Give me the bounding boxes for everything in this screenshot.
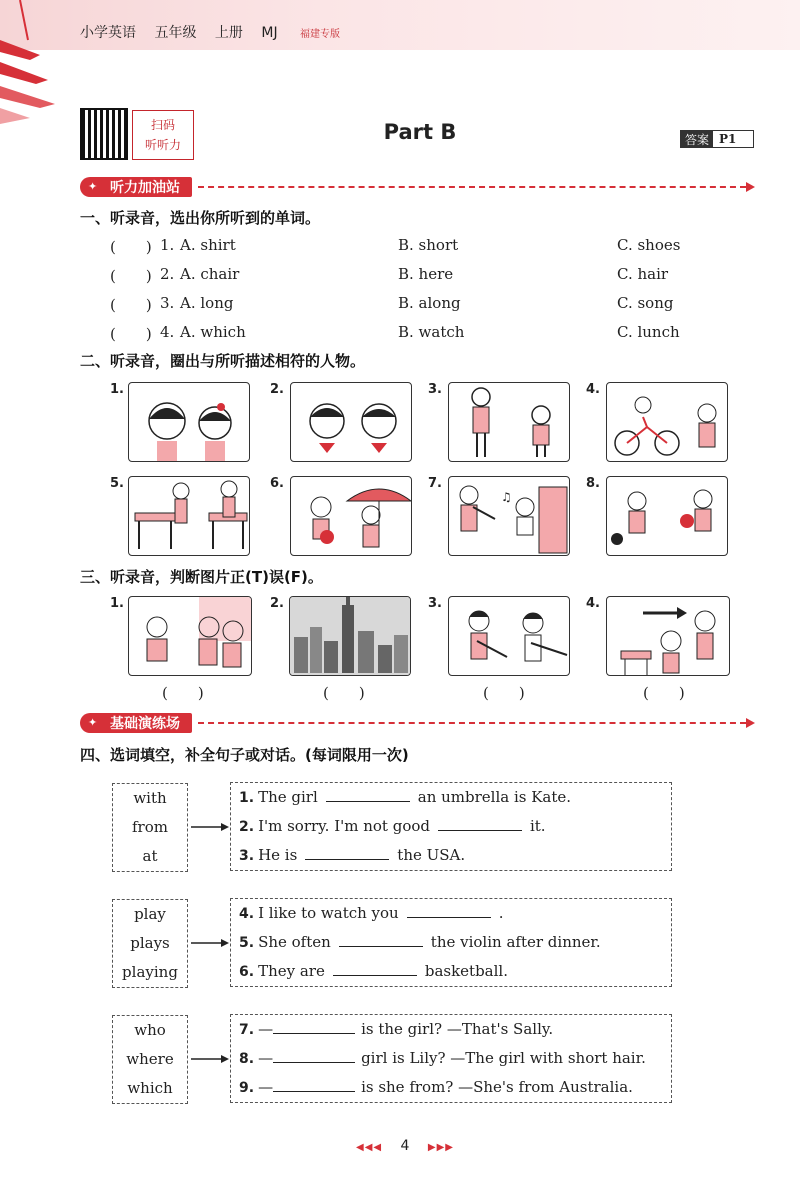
- banner-practice-label: 基础演练场: [110, 716, 180, 732]
- sentence-number: 9.: [239, 1080, 255, 1096]
- header-edition: 福建专版: [300, 29, 341, 40]
- arrow-right-icon: [191, 822, 229, 832]
- fill-blank[interactable]: [273, 1020, 355, 1034]
- page-title: Part B: [383, 120, 457, 144]
- s1-option-b: B. along: [398, 294, 461, 312]
- s3-answer-2[interactable]: ( ): [323, 684, 365, 702]
- tall-short-boys-image: [449, 383, 570, 462]
- sentence-before: I'm sorry. I'm not good: [258, 817, 430, 835]
- sentence-box: [230, 898, 672, 987]
- sentence-after: is the girl? —That's Sally.: [361, 1020, 554, 1038]
- s1-option-b: B. short: [398, 236, 459, 254]
- arrow-right-icon: [191, 938, 229, 948]
- s1-option-b: B. watch: [398, 323, 465, 341]
- word-bank: [112, 783, 188, 872]
- s1-option-c: C. lunch: [617, 323, 680, 341]
- sentence-after: it.: [529, 817, 546, 835]
- qr-label-line1: 扫码: [150, 118, 175, 132]
- word-bank-item: who: [134, 1021, 166, 1039]
- pencil-icon: ✦: [88, 716, 98, 729]
- s2-label-2: 2.: [270, 382, 284, 397]
- page-footer: [330, 1138, 480, 1154]
- children-greeting-image: [129, 597, 252, 676]
- girls-umbrella-image: [291, 477, 412, 556]
- word-bank-item: plays: [130, 934, 170, 952]
- page-number: 4: [400, 1138, 410, 1154]
- s3-picture-3[interactable]: [448, 596, 570, 676]
- sentence-box: [230, 782, 672, 871]
- word-bank: [112, 1015, 188, 1104]
- sentence-line: [231, 928, 671, 957]
- sentence-before: —: [258, 1049, 274, 1067]
- word-bank-item: which: [127, 1079, 173, 1097]
- s1-item-number: 2.: [160, 265, 175, 283]
- word-bank-item: from: [132, 818, 168, 836]
- word-bank-item: where: [126, 1050, 174, 1068]
- answer-tag-label: 答案: [681, 131, 713, 147]
- s3-answer-3[interactable]: ( ): [483, 684, 525, 702]
- word-bank-item: with: [133, 789, 167, 807]
- sentence-after: .: [498, 904, 504, 922]
- sentence-before: I like to watch you: [258, 904, 399, 922]
- s3-label-3: 3.: [428, 596, 442, 611]
- sentence-before: She often: [258, 933, 331, 951]
- word-bank: [112, 899, 188, 988]
- s1-answer-blank[interactable]: ( ): [110, 267, 152, 285]
- s3-label-2: 2.: [270, 596, 284, 611]
- arrow-right-icon: [191, 1054, 229, 1064]
- s2-picture-5[interactable]: [128, 476, 250, 556]
- s1-option-a: A. long: [180, 294, 234, 312]
- word-bank-item: play: [134, 905, 166, 923]
- s2-label-5: 5.: [110, 476, 124, 491]
- banner-practice: [80, 712, 755, 734]
- sentence-number: 1.: [239, 790, 255, 806]
- section4-heading: 四、选词填空，补全句子或对话。(每词限用一次): [80, 746, 409, 764]
- s1-option-c: C. hair: [617, 265, 669, 283]
- next-arrows-icon: ▶▶▶: [427, 1142, 454, 1153]
- s1-option-c: C. song: [617, 294, 674, 312]
- s3-label-1: 1.: [110, 596, 124, 611]
- sentence-before: He is: [258, 846, 298, 864]
- s2-picture-3[interactable]: [448, 382, 570, 462]
- sentence-number: 6.: [239, 964, 255, 980]
- s1-option-a: A. which: [180, 323, 246, 341]
- sentence-number: 3.: [239, 848, 255, 864]
- pagoda-decoration: [0, 0, 62, 130]
- word-bank-item: playing: [122, 963, 178, 981]
- fill-blank[interactable]: [333, 962, 417, 976]
- sentence-number: 8.: [239, 1051, 255, 1067]
- banner-listening: [80, 176, 755, 198]
- s2-picture-1[interactable]: [128, 382, 250, 462]
- s1-option-b: B. here: [398, 265, 454, 283]
- girls-classroom-image: [607, 597, 730, 676]
- s2-picture-7[interactable]: [448, 476, 570, 556]
- s3-picture-1[interactable]: [128, 596, 252, 676]
- sentence-line: [231, 1044, 671, 1073]
- answer-tag: [680, 130, 754, 148]
- sentence-after: basketball.: [424, 962, 508, 980]
- word-bank-item: at: [142, 847, 158, 865]
- s2-label-7: 7.: [428, 476, 442, 491]
- qr-label: [132, 110, 194, 160]
- sentence-line: [231, 783, 671, 812]
- violin-piano-image: [449, 477, 570, 556]
- s2-picture-2[interactable]: [290, 382, 412, 462]
- fill-blank[interactable]: [407, 904, 491, 918]
- sentence-number: 5.: [239, 935, 255, 951]
- city-skyline-image: [290, 597, 411, 676]
- s2-label-6: 6.: [270, 476, 284, 491]
- sentence-before: —: [258, 1078, 274, 1096]
- s2-label-8: 8.: [586, 476, 600, 491]
- s2-picture-8[interactable]: [606, 476, 728, 556]
- sentence-number: 4.: [239, 906, 255, 922]
- football-basketball-image: [607, 477, 728, 556]
- s3-answer-1[interactable]: ( ): [162, 684, 204, 702]
- fill-blank[interactable]: [339, 933, 423, 947]
- s3-answer-4[interactable]: ( ): [643, 684, 685, 702]
- fill-blank[interactable]: [438, 817, 522, 831]
- sentence-after: the violin after dinner.: [430, 933, 601, 951]
- sentence-before: The girl: [258, 788, 318, 806]
- s1-answer-blank[interactable]: ( ): [110, 296, 152, 314]
- sentence-line: [231, 899, 671, 928]
- sentence-line: [231, 957, 671, 986]
- girl-bike-image: [607, 383, 728, 462]
- sentence-line: [231, 841, 671, 870]
- section2-heading: 二、听录音，圈出与所听描述相符的人物。: [80, 352, 366, 370]
- s1-option-a: A. shirt: [180, 236, 236, 254]
- two-boys-image: [291, 383, 412, 462]
- section3-heading: 三、听录音，判断图片正(T)误(F)。: [80, 568, 323, 586]
- qr-code[interactable]: [80, 108, 128, 160]
- sentence-after: is she from? —She's from Australia.: [361, 1078, 633, 1096]
- s2-label-3: 3.: [428, 382, 442, 397]
- sentence-line: [231, 1015, 671, 1044]
- sentence-line: [231, 1073, 671, 1102]
- sentence-number: 7.: [239, 1022, 255, 1038]
- fill-blank[interactable]: [326, 788, 410, 802]
- s1-answer-blank[interactable]: ( ): [110, 325, 152, 343]
- s2-label-4: 4.: [586, 382, 600, 397]
- header-subject: 小学英语: [80, 25, 136, 41]
- speaker-icon: ✦: [88, 180, 98, 193]
- fill-blank[interactable]: [305, 846, 389, 860]
- page-header: [80, 22, 354, 42]
- qr-label-line2: 听听力: [144, 138, 181, 152]
- sentence-line: [231, 812, 671, 841]
- two-girls-image: [129, 383, 250, 462]
- s3-picture-4[interactable]: [606, 596, 730, 676]
- sentence-after: the USA.: [397, 846, 466, 864]
- sentence-before: —: [258, 1020, 274, 1038]
- header-publisher: MJ: [261, 25, 278, 41]
- svg-text:♫: ♫: [501, 490, 512, 504]
- s1-item-number: 3.: [160, 294, 175, 312]
- sentence-box: [230, 1014, 672, 1103]
- answer-tag-page: P1: [719, 132, 737, 146]
- s1-answer-blank[interactable]: ( ): [110, 238, 152, 256]
- header-volume: 上册: [214, 25, 243, 41]
- s2-label-1: 1.: [110, 382, 124, 397]
- fill-blank[interactable]: [273, 1049, 355, 1063]
- s3-picture-2[interactable]: [289, 596, 411, 676]
- s3-label-4: 4.: [586, 596, 600, 611]
- s1-item-number: 1.: [160, 236, 175, 254]
- s2-picture-6[interactable]: [290, 476, 412, 556]
- fill-blank[interactable]: [273, 1078, 355, 1092]
- sentence-number: 2.: [239, 819, 255, 835]
- prev-arrows-icon: ◀◀◀: [356, 1142, 383, 1153]
- girls-violin-image: [449, 597, 570, 676]
- boys-desks-image: [129, 477, 250, 556]
- section1-heading: 一、听录音，选出你所听到的单词。: [80, 209, 321, 227]
- sentence-after: girl is Lily? —The girl with short hair.: [361, 1049, 646, 1067]
- arrow-icon: [746, 718, 755, 728]
- s2-picture-4[interactable]: [606, 382, 728, 462]
- sentence-after: an umbrella is Kate.: [417, 788, 572, 806]
- header-grade: 五年级: [154, 25, 197, 41]
- s1-option-c: C. shoes: [617, 236, 681, 254]
- s1-option-a: A. chair: [180, 265, 240, 283]
- s1-item-number: 4.: [160, 323, 175, 341]
- sentence-before: They are: [258, 962, 325, 980]
- banner-listening-label: 听力加油站: [110, 180, 180, 196]
- arrow-icon: [746, 182, 755, 192]
